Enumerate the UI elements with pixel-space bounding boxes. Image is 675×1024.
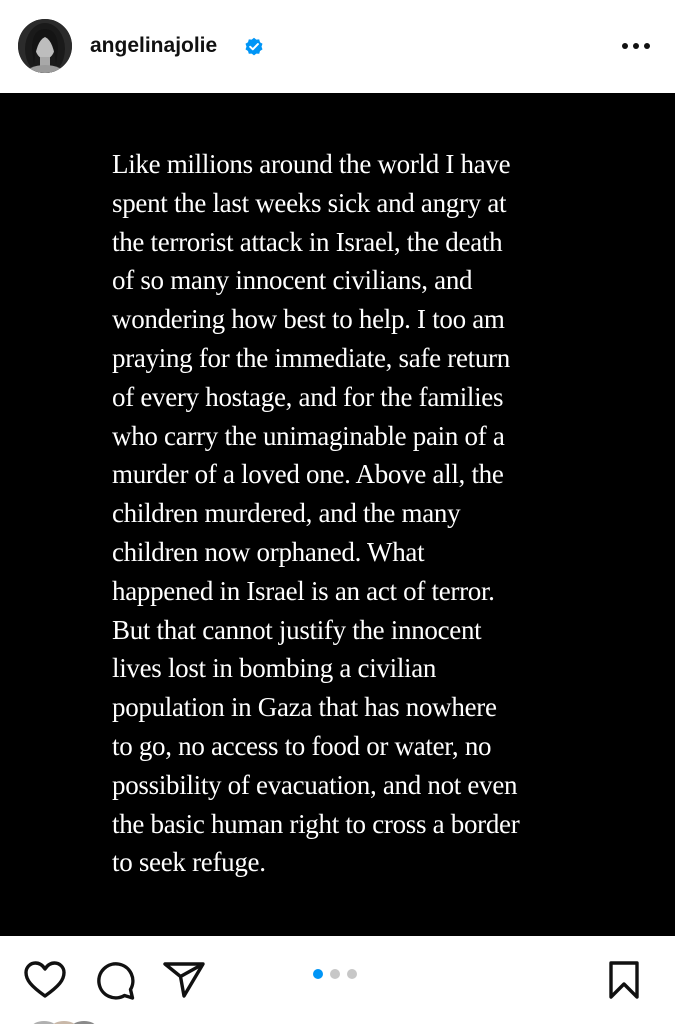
carousel-dot bbox=[347, 969, 357, 979]
username[interactable]: angelinajolie bbox=[90, 34, 218, 57]
verified-badge-icon bbox=[244, 37, 264, 57]
post-text-line: the basic human right to cross a border bbox=[112, 808, 520, 839]
liked-by-avatars-icon bbox=[30, 1019, 100, 1024]
post-text-line: praying for the immediate, safe return bbox=[112, 342, 510, 373]
bookmark-icon[interactable] bbox=[607, 960, 641, 1000]
post-text-line: possibility of evacuation, and not even bbox=[112, 769, 518, 800]
comment-icon[interactable] bbox=[94, 960, 136, 1002]
post-text-line: wondering how best to help. I too am bbox=[112, 304, 505, 335]
post-text-line: to seek refuge. bbox=[112, 847, 266, 878]
post-text-line: children murdered, and the many bbox=[112, 498, 461, 529]
share-icon[interactable] bbox=[162, 960, 206, 1000]
post-text-line: of every hostage, and for the families bbox=[112, 381, 504, 412]
action-bar bbox=[0, 936, 675, 1024]
post-text-line: of so many innocent civilians, and bbox=[112, 265, 473, 296]
post-text-line: lives lost in bombing a civilian bbox=[112, 653, 437, 684]
post-text-line: murder of a loved one. Above all, the bbox=[112, 459, 504, 490]
post-text-line: spent the last weeks sick and angry at bbox=[112, 187, 507, 218]
post-header bbox=[0, 0, 675, 93]
post-text bbox=[112, 145, 612, 882]
post-text-line: children now orphaned. What bbox=[112, 536, 425, 567]
post-text-line: the terrorist attack in Israel, the death bbox=[112, 226, 503, 257]
post-text-line: happened in Israel is an act of terror. bbox=[112, 575, 495, 606]
post-image[interactable] bbox=[0, 93, 675, 936]
carousel-dot bbox=[330, 969, 340, 979]
profile-avatar-icon bbox=[18, 19, 72, 73]
post-text-line: to go, no access to food or water, no bbox=[112, 730, 492, 761]
post-text-line: who carry the unimaginable pain of a bbox=[112, 420, 505, 451]
post-text-line: population in Gaza that has nowhere bbox=[112, 692, 497, 723]
post-text-line: But that cannot justify the innocent bbox=[112, 614, 482, 645]
post-text-line: Like millions around the world I have bbox=[112, 149, 511, 179]
heart-icon[interactable] bbox=[23, 960, 67, 1000]
avatar[interactable] bbox=[18, 19, 72, 73]
carousel-indicator bbox=[313, 969, 364, 981]
carousel-dot-active bbox=[313, 969, 323, 979]
more-horizontal-icon[interactable] bbox=[618, 32, 654, 60]
